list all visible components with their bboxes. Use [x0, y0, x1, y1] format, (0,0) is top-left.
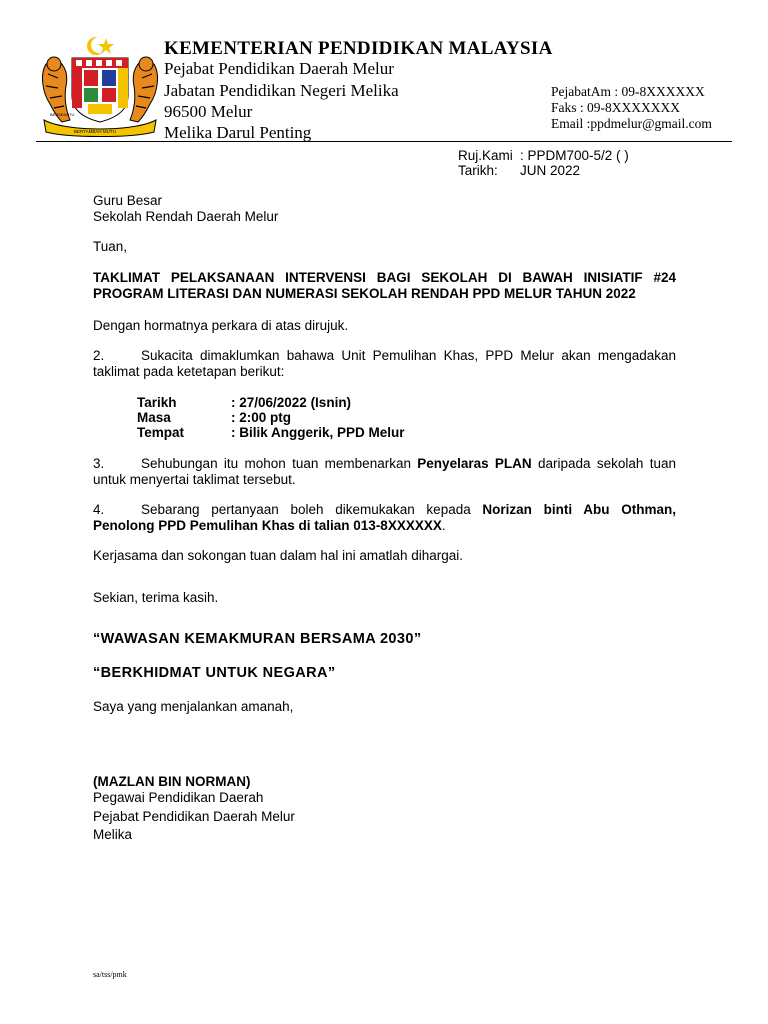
paragraph-3-text-before: Sehubungan itu mohon tuan membenarkan [141, 456, 418, 471]
paragraph-1: Dengan hormatnya perkara di atas dirujuk. [93, 318, 349, 333]
date-label: Tarikh: [458, 163, 498, 178]
paragraph-4-number: 4. [93, 502, 105, 517]
letter-date [458, 163, 580, 178]
paragraph-3-number: 3. [93, 456, 105, 471]
coat-of-arms-logo [36, 34, 164, 138]
signatory-name: (MAZLAN BIN NORMAN) [93, 774, 251, 789]
paragraph-2 [93, 348, 676, 380]
signatory-state: Melika [93, 827, 133, 842]
paragraph-2-text: Sukacita dimaklumkan bahawa Unit Pemulihan Khas, PPD Melur akan mengadakan taklimat pada ketetapan berikut: [93, 348, 676, 379]
signature-intro: Saya yang menjalankan amanah, [93, 699, 294, 714]
schedule-venue-row [137, 425, 405, 441]
right-tiger-icon [130, 57, 157, 122]
schedule-date-value: : 27/06/2022 (Isnin) [231, 395, 352, 410]
subject-line-2: PROGRAM LITERASI DAN NUMERASI SEKOLAH RENDAH PPD MELUR TAHUN 2022 [93, 286, 636, 301]
salutation: Tuan, [93, 239, 128, 254]
motto-wawasan: “WAWASAN KEMAKMURAN BERSAMA 2030” [93, 631, 422, 647]
date-value: JUN 2022 [520, 163, 581, 178]
schedule-date-label: Tarikh [137, 395, 177, 410]
address-line-state: Melika Darul Penting [164, 123, 312, 142]
shield-icon [72, 58, 128, 122]
reference-value: : PPDM700-5/2 ( ) [520, 148, 629, 163]
reference-label: Ruj.Kami [458, 148, 513, 163]
footer-reference-code: sa/tss/pmk [93, 970, 127, 979]
paragraph-3 [93, 456, 676, 488]
address-line-department: Jabatan Pendidikan Negeri Melika [164, 81, 399, 100]
schedule-time-row [137, 410, 291, 426]
schedule-venue-label: Tempat [137, 425, 185, 440]
contact-phone: PejabatAm : 09-8XXXXXX [551, 84, 705, 99]
schedule-venue-value: : Bilik Anggerik, PPD Melur [231, 425, 405, 440]
paragraph-4-contact-person: Norizan binti Abu Othman, Penolong PPD Pemulihan Khas di talian 013-8XXXXXX [93, 502, 676, 533]
subject-line-1: TAKLIMAT PELAKSANAAN INTERVENSI BAGI SEKOLAH DI BAWAH INISIATIF #24 [93, 270, 676, 285]
header-divider [36, 141, 732, 142]
recipient-school: Sekolah Rendah Daerah Melur [93, 209, 279, 224]
reference-number [458, 148, 629, 163]
recipient-title: Guru Besar [93, 193, 163, 208]
paragraph-4 [93, 502, 676, 534]
address-line-office: Pejabat Pendidikan Daerah Melur [164, 59, 394, 78]
signatory-title: Pegawai Pendidikan Daerah [93, 790, 264, 805]
contact-email: Email :ppdmelur@gmail.com [551, 116, 712, 131]
paragraph-5: Kerjasama dan sokongan tuan dalam hal ini amatlah dihargai. [93, 548, 463, 563]
paragraph-4-text-after: . [441, 518, 446, 533]
crescent-star-icon [87, 37, 114, 55]
signatory-office: Pejabat Pendidikan Daerah Melur [93, 809, 295, 824]
ministry-name: KEMENTERIAN PENDIDIKAN MALAYSIA [164, 38, 553, 59]
schedule-time-value: : 2:00 ptg [231, 410, 292, 425]
closing-remark: Sekian, terima kasih. [93, 590, 219, 605]
scroll-text-left: BERSEKUTU [50, 112, 75, 117]
paragraph-3-highlight: Penyelaras PLAN [417, 456, 532, 471]
paragraph-4-text-before: Sebarang pertanyaan boleh dikemukakan kepada [141, 502, 483, 517]
contact-fax: Faks : 09-8XXXXXXX [551, 100, 680, 115]
address-line-postcode: 96500 Melur [164, 102, 253, 121]
scroll-text-bottom: BERTAMBAH MUTU [74, 129, 116, 134]
motto-berkhidmat: “BERKHIDMAT UNTUK NEGARA” [93, 665, 336, 681]
paragraph-2-number: 2. [93, 348, 105, 363]
schedule-time-label: Masa [137, 410, 171, 425]
schedule-date-row [137, 395, 351, 411]
paragraph-3-text-after: daripada sekolah tuan untuk menyertai taklimat tersebut. [93, 456, 676, 487]
